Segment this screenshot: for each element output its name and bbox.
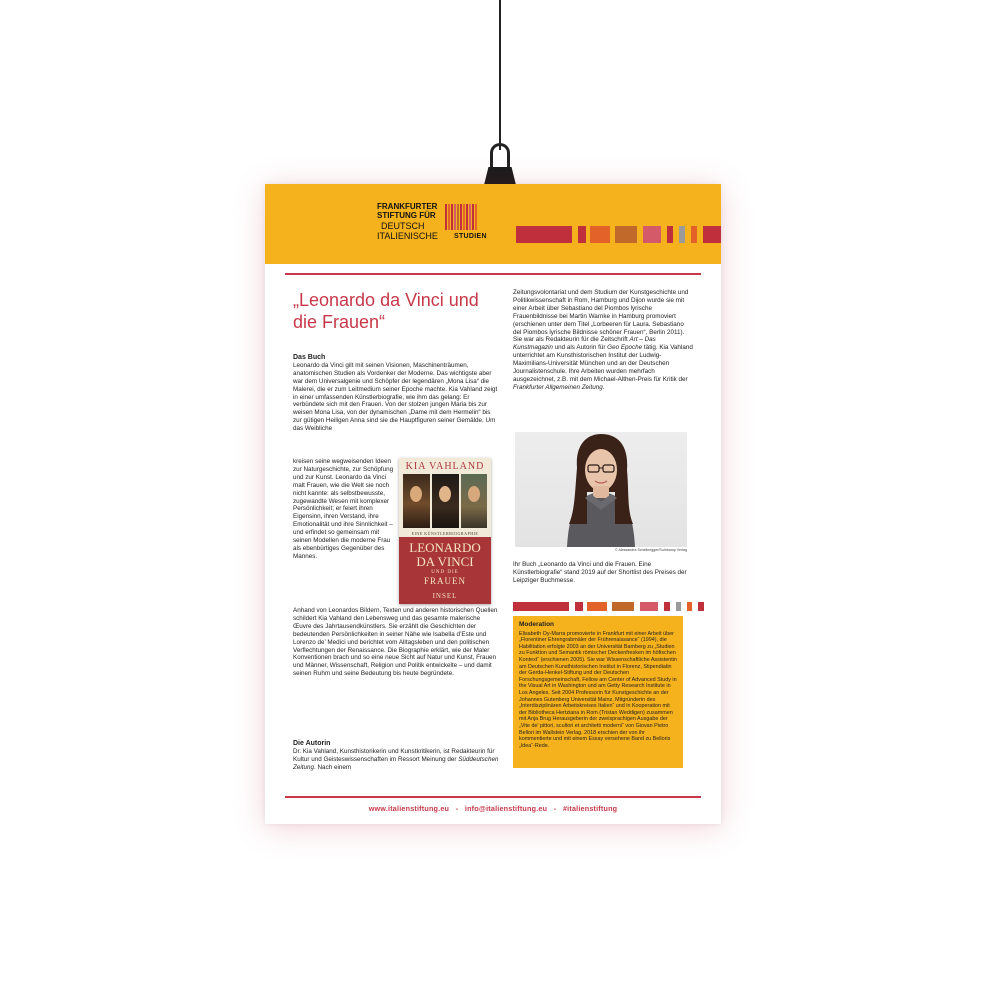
header-stripe-7 [679, 226, 685, 243]
moderation-box [513, 616, 683, 768]
foundation-logo [377, 202, 517, 242]
author-continued: Zeitungsvolontariat und dem Studium der Kunstgeschichte und Politikwissenschaft in Rom, Hamburg und Dijon wurde sie mit einer Arbeit über Sebastiano del Piombos lyrische Frauenbildnisse bei Martin Warnke in Hamburg promoviert (erschienen unter dem Titel „Lorbeeren für Laura. Sebastiano del Piombos lyrische Bildnisse schöner Frauen“, Berlin 2011). Sie war als Redakteurin für die Zeitschrift Art – Das Kunstmagazin und als Autorin für Geo Epoche tätig. Kia Vahland unterrichtet am Kunsthistorischen Institut der Ludwig-Maximilians-Universität München und an der Deutschen Journalistenschule. Ihre Arbeiten wurden mehrfach ausgezeichnet, z.B. mit dem Michael-Althen-Preis für Kritik der Frankfurter Allgemeinen Zeitung. [513, 289, 693, 391]
header-stripe-2 [578, 226, 586, 243]
moderation-heading: Moderation [519, 621, 555, 628]
book-cover-subtitle: EINE KÜNSTLERBIOGRAPHIE [411, 531, 479, 536]
book-cover-author: KIA VAHLAND [405, 461, 485, 472]
mid-stripe-8 [687, 602, 692, 611]
header-band [265, 184, 721, 264]
book-text-1: Leonardo da Vinci gilt mit seinen Visionen, Maschinenträumen, anatomischen Studien als Vordenker der Moderne. Das wichtigste aber war dem Universalgenie und Schöpfer der legendären „Mona Lisa“ die Malerei, die er zum Leitmedium seiner Epoche machte. Kia Vahland zeigt in einer umfassenden Künstlerbiografie, wie ihm das gelang: Er verbündete sich mit den Frauen. Von der stolzen jungen Maria bis zur weisen Mona Lisa, von der dynamischen „Dame mit dem Hermelin“ bis zur gütigen Heiligen Anna sind sie die Hauptfiguren seiner Gemälde. Um das Weibliche [293, 361, 498, 433]
book-cover-title-3: UND DIE [431, 570, 459, 575]
book-heading: Das Buch [293, 354, 326, 361]
header-stripe-5 [643, 226, 661, 243]
painting-left [403, 474, 430, 528]
logo-line-4: ITALIENISCHE [377, 231, 438, 241]
photo-caption: Ihr Buch „Leonardo da Vinci und die Frauen. Eine Künstlerbiografie“ stand 2019 auf der Shortlist des Preises der Leipziger Buchmesse. [513, 561, 687, 584]
mid-stripe-4 [612, 602, 634, 611]
painting-middle [432, 474, 459, 528]
logo-line-1: FRANKFURTER [377, 202, 438, 211]
book-section [293, 354, 499, 433]
mid-stripe-5 [640, 602, 658, 611]
header-stripe-6 [667, 226, 673, 243]
header-stripe-8 [691, 226, 697, 243]
hanging-string [499, 0, 501, 150]
book-cover [399, 458, 491, 604]
mid-stripe-2 [575, 602, 583, 611]
author-section [293, 740, 499, 772]
painting-right [461, 474, 487, 528]
logo-stripes-icon [445, 204, 481, 230]
flyer-page [265, 184, 721, 824]
logo-line-3: DEUTSCH [381, 221, 425, 231]
moderation-text: Elisabeth Oy-Marra promovierte in Frankfurt mit einer Arbeit über „Florentiner Ehrengrabmäler der Frührenaissance“ (1994), die Habilitation erfolgte 2003 an der Universität Bamberg zu „Studien zu Funktion und Semantik römischer Deckenfresken im höfischen Kontext“ (erschienen 2005). Sie war Wissenschaftliche Assistentin am Deutschen Kunsthistorischen Institut in Florenz, Stipendiatin der Gerda-Henkel-Stiftung und der Deutschen Forschungsgemeinschaft, Fellow am Center of Advanced Study in the Visual Art in Washington und am Getty Research Institute in Los Angeles. Seit 2004 Professorin für Kunstgeschichte an der Johannes Gutenberg Universität Mainz. Mitgründerin des „Interdisziplinären Arbeitskreises Italien“ und in Kooperation mit der Bibliotheca Hertziana in Rom (Tristan Weddigen) zusammen mit Anja Brug Herausgeberin der zweisprachigen Ausgabe der „Vite de' pittori, scultori et architetti moderni“ von Giovan Pietro Bellori im Wallstein Verlag. 2018 erschien der von ihr kommentierte und mit einem Essay versehene Band zu Belloris „Idea“-Rede. [519, 630, 677, 749]
bottom-rule [285, 796, 701, 798]
book-continued [293, 607, 499, 678]
mid-stripe-6 [664, 602, 670, 611]
mid-stripe-1 [513, 602, 569, 611]
mid-stripe-7 [676, 602, 681, 611]
mid-stripe-3 [587, 602, 607, 611]
book-cover-publisher: INSEL [432, 592, 458, 600]
header-stripe-3 [590, 226, 610, 243]
author-heading: Die Autorin [293, 740, 331, 747]
photo-credit: © Alessandra Schellnegger/Suhrkamp Verlag [615, 548, 687, 552]
book-cover-title-4: FRAUEN [423, 576, 466, 586]
page-title: „Leonardo da Vinci und die Frauen“ [293, 290, 479, 332]
book-cover-title: LEONARDO DA VINCI [409, 540, 481, 569]
book-text-3: Anhand von Leonardos Bildern, Texten und anderen historischen Quellen schildert Kia Vahland den Lebensweg und das gesamte malerische Œuvre des Jahrtausendkünstlers. Sie erzählt die Geschichten der bedeutenden Persönlichkeiten in seiner Nähe wie Isabella d’Este und Lorenzo de’ Medici und berichtet vom Alltagsleben und den politischen Verflechtungen der Renaissance. Die Biographie erklärt, wie der Maler Konventionen brach und so eine neue Sicht auf Natur und Kunst, Frauen und Männer, Wissenschaft, Religion und Politik entwickelte – und damit seinen Ruhm und seine Bedeutung bis heute begründete. [293, 607, 498, 678]
portrait-illustration [515, 432, 687, 547]
author-portrait [515, 432, 687, 547]
logo-line-2: STIFTUNG FÜR [377, 211, 436, 220]
mid-stripe-9 [698, 602, 704, 611]
header-stripe-4 [615, 226, 637, 243]
top-rule [285, 273, 701, 275]
header-stripe-9 [703, 226, 721, 243]
logo-line-5: STUDIEN [454, 233, 487, 240]
book-text-2: kreisen seine wegweisenden Ideen zur Naturgeschichte, zur Schöpfung und zur Kunst. Leonardo da Vinci malt Frauen, wie die Welt sie noch nicht kannte: als selbstbewusste, zugewandte Wesen mit komplexer Persönlichkeit; er feiert ihren Eigensinn, ihren Verstand, ihre Emotionalität und ihre Sinnlichkeit – und erfindet so gemeinsam mit seinen Modellen die moderne Frau als ebenbürtiges Gegenüber des Mannes. [293, 458, 394, 560]
moderation-content [519, 622, 677, 749]
author-text: Dr. Kia Vahland, Kunsthistorikerin und Kunstkritikerin, ist Redakteurin für Kultur und Geisteswissenschaften im Ressort Meinung der Süddeutschen Zeitung. Nach einem [293, 747, 499, 771]
book-wrap-text [293, 458, 395, 561]
footer-links[interactable]: www.italienstiftung.eu - info@italienstiftung.eu - #italienstiftung [368, 804, 618, 813]
header-stripe-1 [516, 226, 572, 243]
